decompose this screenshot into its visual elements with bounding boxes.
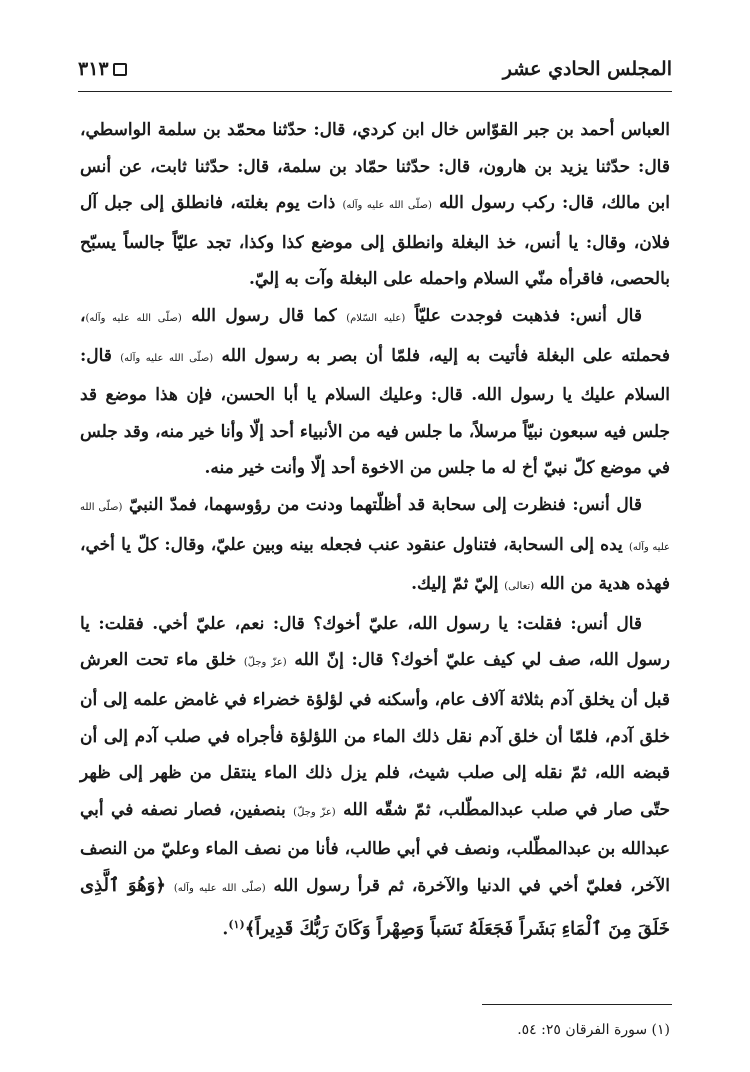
footnote-reference: (١) <box>228 918 245 932</box>
text-segment: كما قال رسول الله <box>181 305 347 326</box>
honorific: (عزّ وجلّ) <box>293 806 336 818</box>
text-segment: إليّ ثمّ إليك. <box>411 574 505 595</box>
honorific: (تعالى) <box>504 581 535 593</box>
square-box-icon <box>113 63 127 76</box>
honorific: (صلّى الله عليه وآله) <box>342 200 432 212</box>
text-segment <box>166 876 174 896</box>
text-segment: قال: السلام عليك يا رسول الله. قال: وعليك السلام يا أبا الحسن، فإن هذا موضع قد جلس فيه سبعون نبيّاً مرسلاً، ما جلس فيه من الأنبياء أحد إلّا وأنا خير منه، وقد جلس في موضع كلّ نبيّ أخ له ما جلس من الاخوة أحد إلّا وأنت خير منه. <box>80 345 670 479</box>
text-segment: ، فحملته على البغلة فأتيت به إليه، فلمّا أن بصر به رسول الله <box>80 305 670 366</box>
honorific: (عزّ وجلّ) <box>243 657 287 669</box>
honorific: (صلّى الله عليه وآله) <box>85 312 182 324</box>
text-segment: . <box>222 920 229 941</box>
footnote: (١) سورة الفرقان ٢٥: ٥٤. <box>517 1022 670 1038</box>
paragraph <box>80 487 670 606</box>
text-segment: العباس أحمد بن جبر القوّاس خال ابن كردي، قال: حدّثنا محمّد بن سلمة الواسطي، قال: حدّثنا يزيد بن هارون، قال: حدّثنا حمّاد بن سلمة، قال: حدّثنا ثابت، عن أنس ابن مالك، قال: ركب رسول الله <box>80 120 670 214</box>
text-segment: قال أنس: فنظرت إلى سحابة قد أظلّتهما ودنت من رؤوسهما، فمدّ النبيّ <box>122 494 642 515</box>
text-segment: قال أنس: فقلت: يا رسول الله، عليّ أخوك؟ قال: نعم، عليّ أخي. فقلت: يا رسول الله، صف لي كيف عليّ أخوك؟ قال: إنّ الله <box>80 613 670 671</box>
text-segment: يده إلى السحابة، فتناول عنقود عنب فجعله بينه وبين عليّ، وقال: كلّ يا أخي، فهذه هدية من الله <box>80 534 670 595</box>
quran-verse: ﴿وَهُوَ ٱلَّذِى خَلَقَ مِنَ ٱلْمَاءِ بَشَراً فَجَعَلَهُ نَسَباً وَصِهْراً وَكَانَ رَبُّكَ قَدِيراً﴾ <box>80 874 670 941</box>
text-segment: قال أنس: فذهبت فوجدت عليّاً <box>405 305 642 326</box>
chapter-title: المجلس الحادي عشر <box>502 58 672 80</box>
honorific: (صلّى الله عليه وآله) <box>120 352 214 364</box>
text-segment: بنصفين، فصار نصفه في أبي عبدالله بن عبدالمطّلب، ونصف في أبي طالب، فأنا من نصف الماء وعليّ من النصف الآخر، فعليّ أخي في الدنيا والآخرة، ثم قرأ رسول الله <box>80 799 670 896</box>
text-segment: خلق ماء تحت العرش قبل أن يخلق آدم بثلاثة آلاف عام، وأسكنه في لؤلؤة خضراء في غامض علمه إلى أن خلق آدم، فلمّا أن خلق آدم نقل ذلك الماء من اللؤلؤة فأجراه في صلب آدم إلى أن قبضه الله، ثمّ نقله إلى صلب شيث، فلم يزل ذلك الماء ينتقل من ظهر إلى ظهر حتّى صار في صلب عبدالمطّلب، ثمّ شقّه الله <box>80 650 670 820</box>
body-text <box>80 112 670 949</box>
header-divider <box>78 91 672 92</box>
paragraph <box>80 112 670 298</box>
text-segment: ذات يوم بغلته، فانطلق إلى جبل آل فلان، وقال: يا أنس، خذ البغلة وانطلق إلى موضع كذا وكذا، تجد عليّاً جالساً يسبّح بالحصى، فاقرأه منّي السلام واحمله على البغلة وآت به إليّ. <box>80 193 670 290</box>
page-header <box>78 52 672 86</box>
honorific: (صلّى الله عليه وآله) <box>173 882 266 894</box>
honorific: (عليه السّلام) <box>346 312 406 324</box>
paragraph <box>80 298 670 487</box>
page-number-group <box>78 58 127 80</box>
paragraph <box>80 606 670 949</box>
honorific: (صلّى الله عليه وآله) <box>80 501 670 553</box>
page-number: ٣١٣ <box>78 58 109 80</box>
footnote-divider <box>482 1004 672 1005</box>
